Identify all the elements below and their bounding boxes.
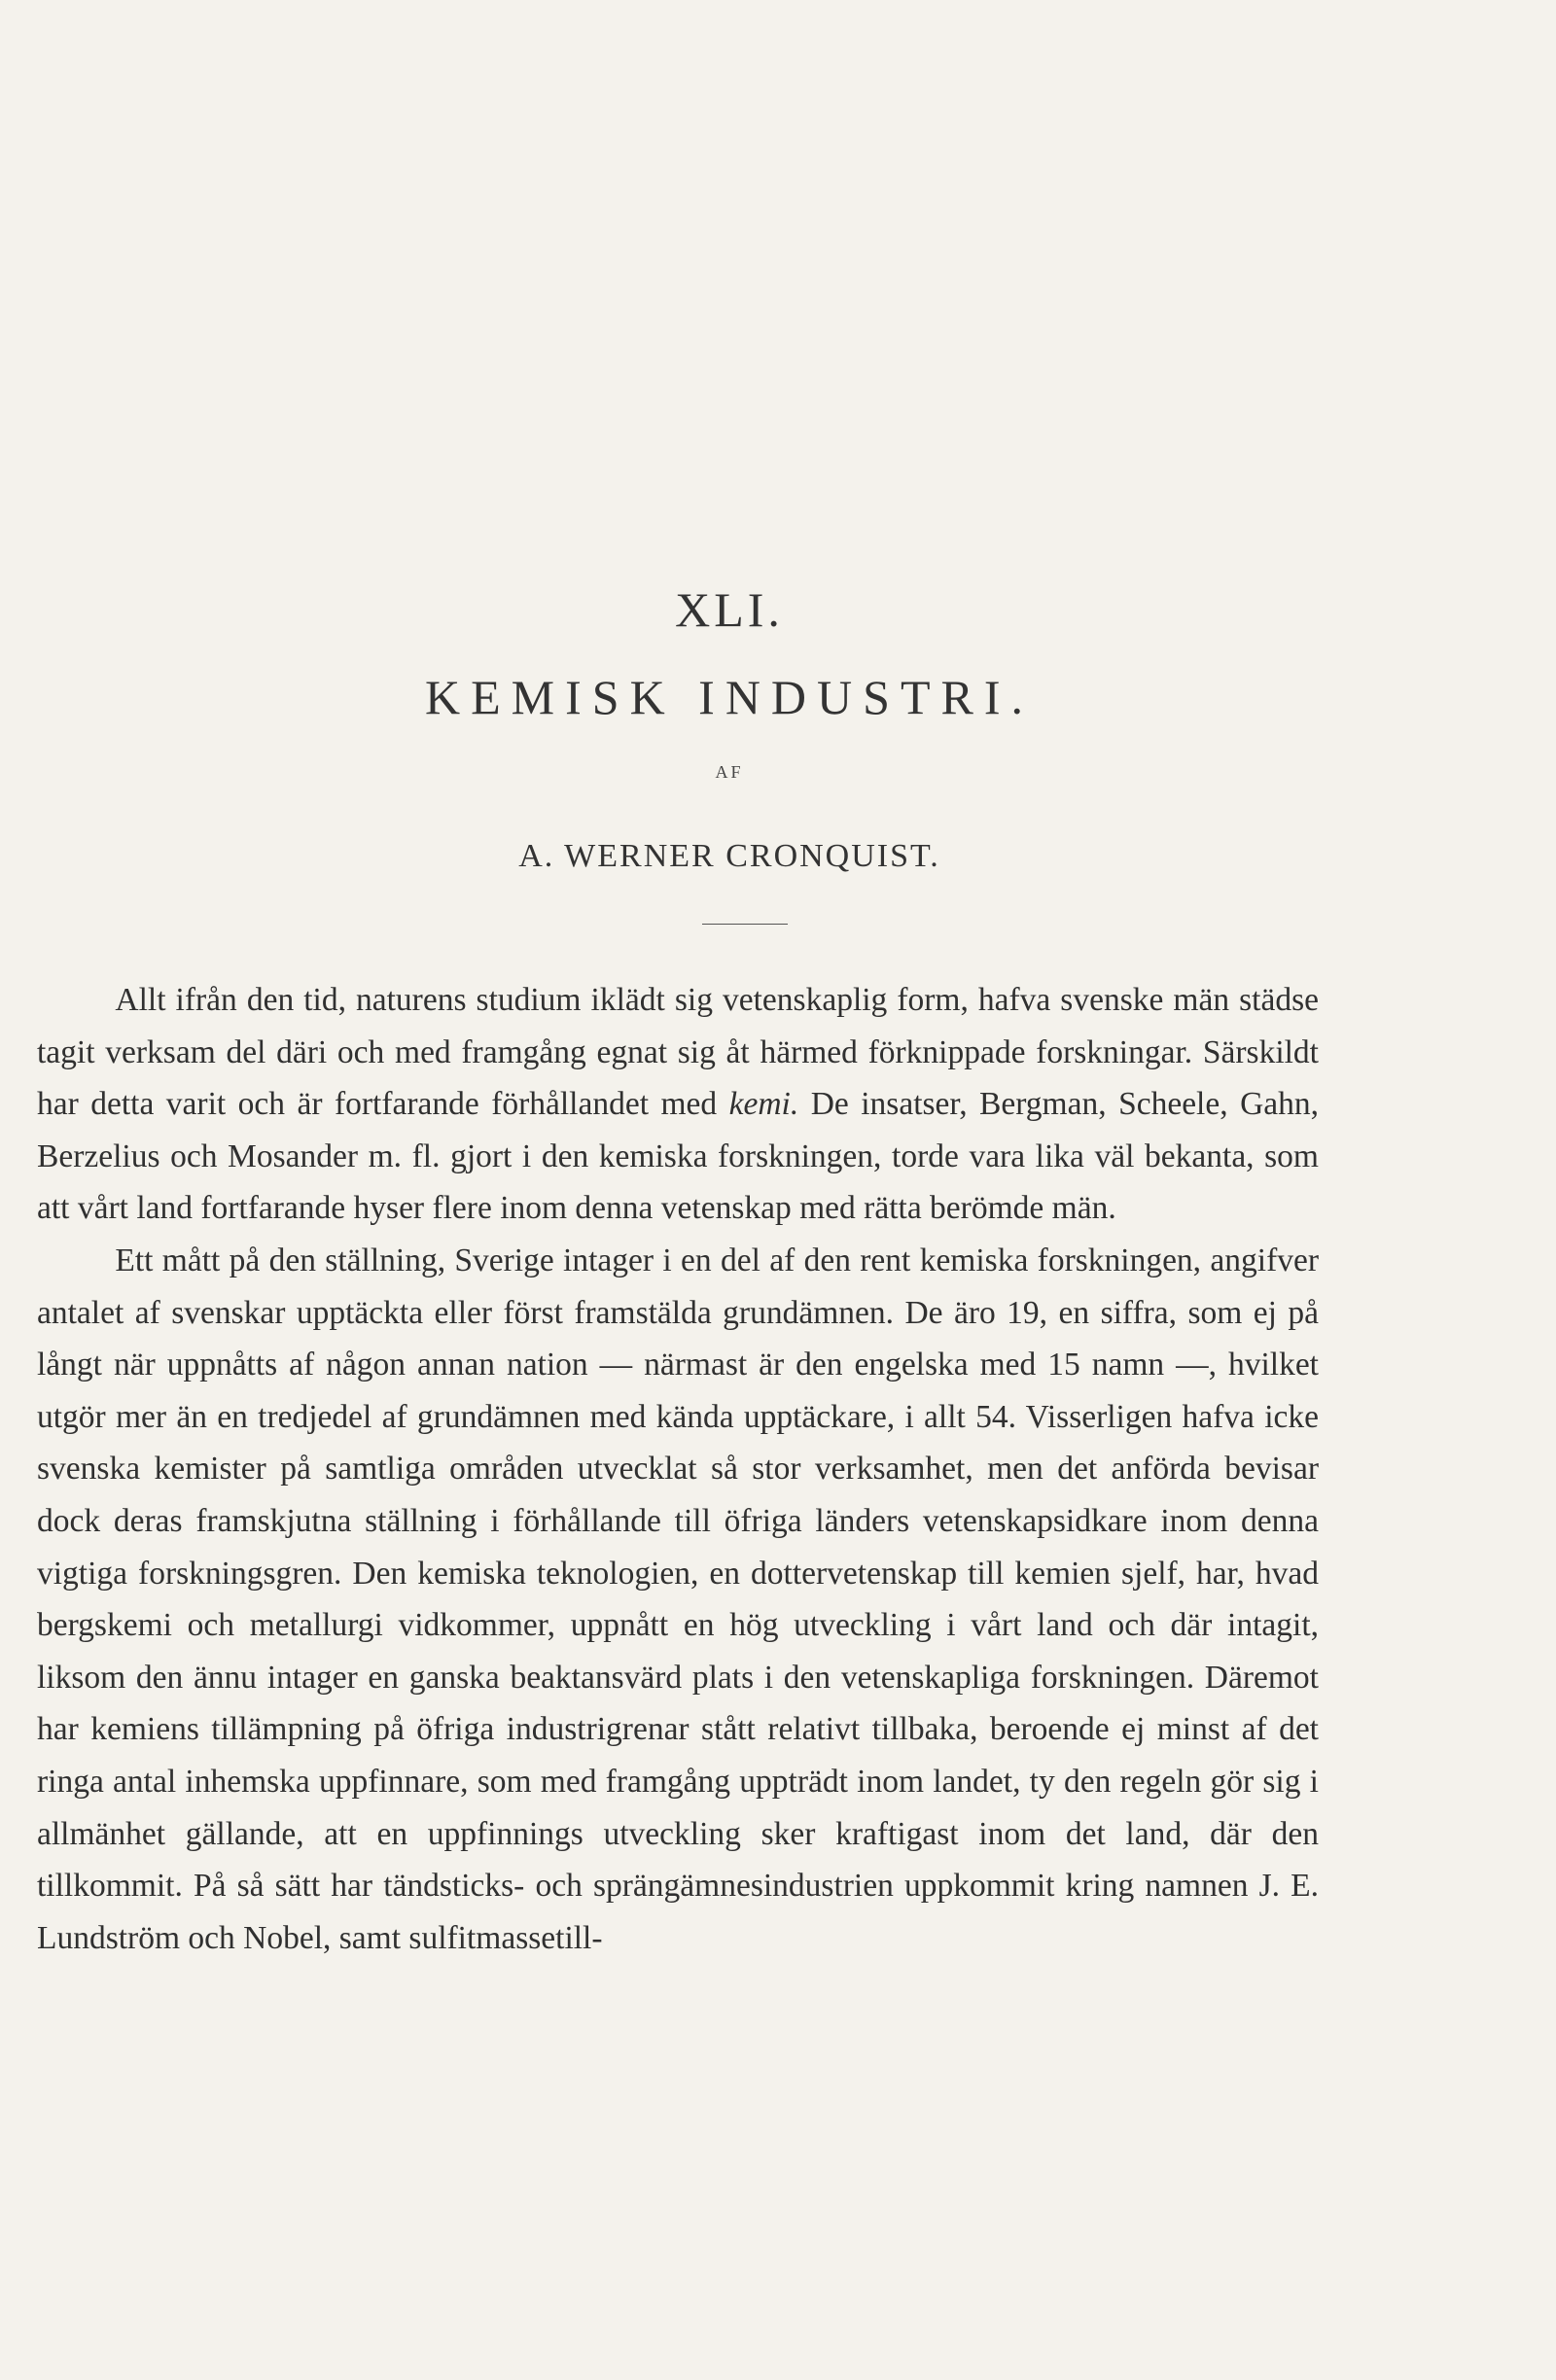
chapter-number: XLI. — [675, 582, 784, 637]
paragraph-1-text-start: Allt ifrån den tid, naturens studium iklädt sig vetenskaplig form, hafva svenske män städse tagit verksam del däri och med framgång egnat sig åt härmed förknippade forskningar. Särskildt har detta varit och är fortfarande förhållandet med — [37, 982, 1319, 1123]
chapter-title: KEMISK INDUSTRI. — [425, 670, 1034, 724]
paragraph-2: Ett mått på den ställning, Sverige intager i en del af den rent kemiska forskningen, angifver antalet af svenskar upptäckta eller först framstälda grundämnen. De äro 19, en siffra, som ej på långt när uppnåtts af någon annan nation — närmast är den engelska med 15 namn —, hvilket utgör mer än en tredjedel af grundämnen med kända upptäckare, i allt 54. Visserligen hafva icke svenska kemister på samtliga områden utvecklat så stor verksamhet, men det anförda bevisar dock deras framskjutna ställning i förhållande till öfriga länders vetenskapsidkare inom denna vigtiga forskningsgren. Den kemiska teknologien, en dottervetenskap till kemien sjelf, har, hvad bergskemi och metallurgi vidkommer, uppnått en hög utveckling i vårt land och där intagit, liksom den ännu intager en ganska beaktansvärd plats i den vetenskapliga forskningen. Däremot har kemiens tillämpning på öfriga industrigrenar stått relativt tillbaka, beroende ej minst af det ringa antal inhemska uppfinnare, som med framgång uppträdt inom landet, ty den regeln gör sig i allmänhet gällande, att en uppfinnings utveckling sker kraftigast inom det land, där den tillkommit. På så sätt har tändsticks- och sprängämnesindustrien uppkommit kring namnen J. E. Lundström och Nobel, samt sulfitmassetill- — [37, 1242, 1319, 1956]
paragraph-1-italic-term: kemi. — [728, 1086, 799, 1123]
section-divider — [702, 924, 788, 925]
paragraph-1-text-end: De insatser, Bergman, Scheele, Gahn, Berzelius och Mosander m. fl. gjort i den kemiska forskningen, torde vara lika väl bekanta, som att vårt land fortfarande hyser flere inom denna vetenskap med rätta berömde män. — [37, 1086, 1320, 1227]
body-text — [37, 974, 1319, 1964]
author-name: A. WERNER CRONQUIST. — [518, 838, 940, 874]
byline-prefix: AF — [715, 762, 744, 782]
paragraph-1 — [37, 974, 1319, 1235]
